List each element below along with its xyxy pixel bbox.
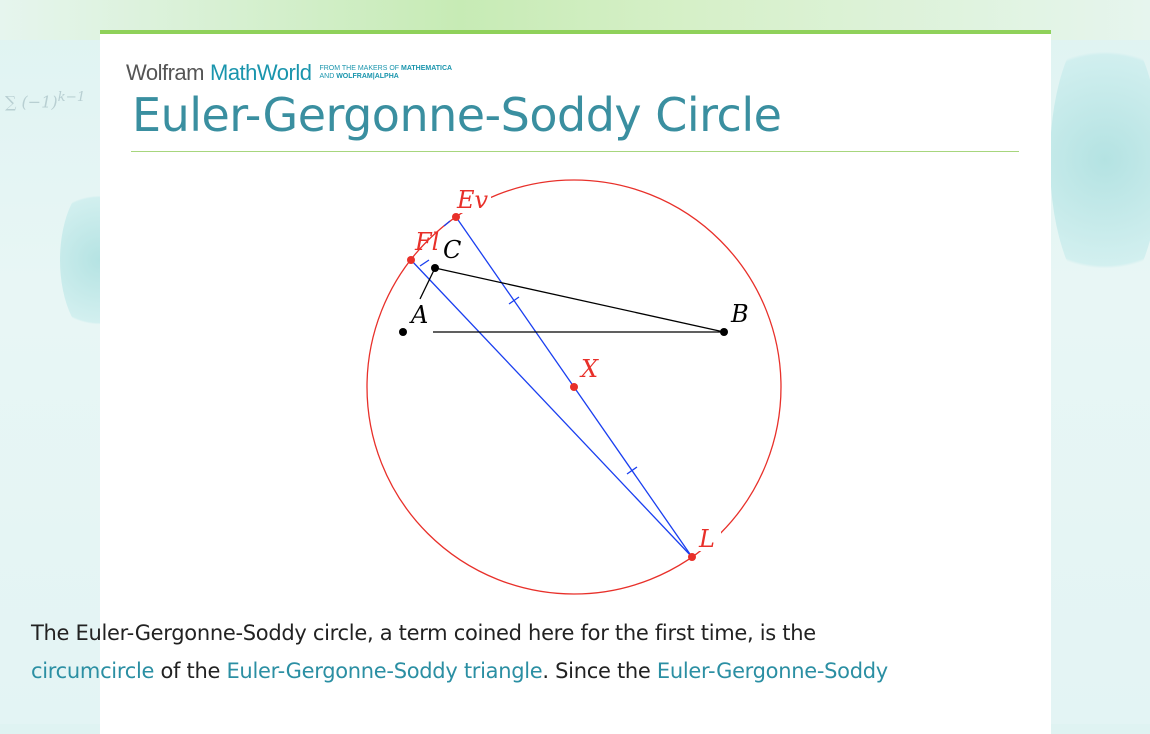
tick-mark [420,260,429,266]
tick-mark [627,467,637,474]
logo-wolfram: Wolfram [126,60,204,85]
paragraph-text: of the [154,659,227,683]
link-euler-gergonne-soddy-triangle[interactable]: Euler-Gergonne-Soddy triangle [226,659,543,683]
label-ev: Ev [457,186,489,214]
point-ev [452,213,460,221]
link-circumcircle[interactable]: circumcircle [31,659,155,683]
point-b [720,328,728,336]
label-c: C [443,236,462,264]
label-fl: Fl [415,228,440,256]
point-c [431,264,439,272]
point-a [399,328,407,336]
intro-paragraph [31,614,911,690]
point-x [570,383,578,391]
paragraph-text: . Since the [542,659,657,683]
tagline-text: FROM THE MAKERS OF [319,65,402,72]
tick-mark [509,297,519,304]
side-cb [435,268,724,332]
paragraph-text: The Euler-Gergonne-Soddy circle, a term coined here for the first time, is the [31,621,816,645]
label-l: L [699,525,715,553]
tick-mark [444,221,450,226]
label-a: A [411,301,429,329]
tagline-text: AND [319,73,337,80]
tagline-mathematica: MATHEMATICA [401,65,453,72]
point-fl [407,256,415,264]
page-title: Euler-Gergonne-Soddy Circle [132,88,782,142]
label-x: X [581,355,599,383]
line-fl-l [411,260,692,557]
label-b: B [731,300,749,328]
logo-mathworld: MathWorld [210,60,312,85]
background-formula: ∑ $(-1)^{k-1}$ [5,90,86,112]
link-euler-gergonne-soddy[interactable]: Euler-Gergonne-Soddy [656,659,888,683]
tagline-wolframalpha: WOLFRAM|ALPHA [336,73,399,80]
point-l [688,553,696,561]
